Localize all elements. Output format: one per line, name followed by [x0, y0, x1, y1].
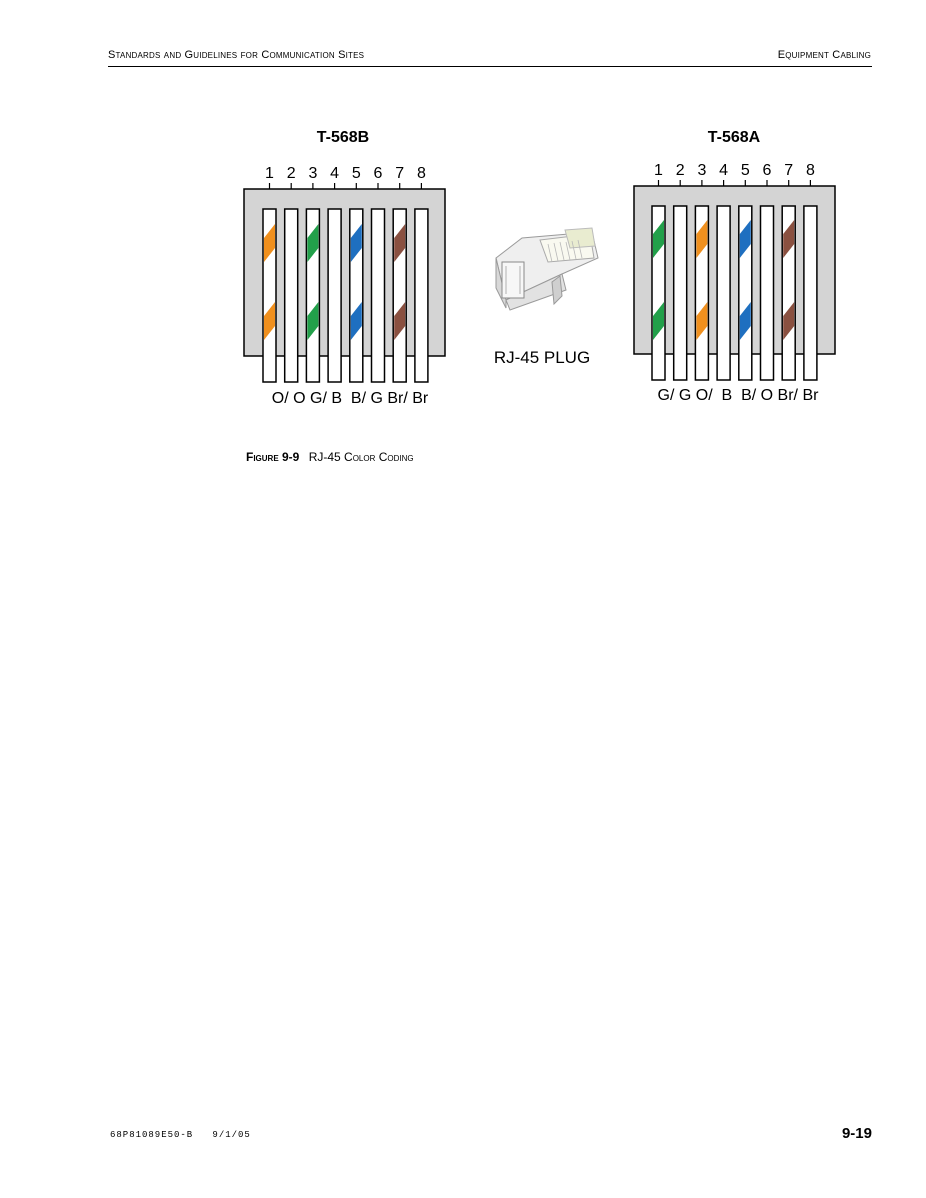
- t568b-wire: [328, 209, 341, 382]
- t568b-wire: [285, 209, 298, 382]
- page-number: 9-19: [841, 1125, 872, 1142]
- t568a-pin-number: 5: [740, 162, 750, 179]
- t568b-pin-number: 5: [351, 165, 361, 182]
- t568b-pin-number: 7: [395, 165, 405, 182]
- document-number: 68P81089E50-B 9/1/05: [110, 1130, 251, 1140]
- t568b-wire: [415, 209, 428, 382]
- t568b-wire: [372, 209, 385, 382]
- rj45-plug-image: [496, 228, 598, 310]
- t568b-pin-number: 1: [265, 165, 274, 182]
- t568b-wire-labels: O/ O G/ B B/ G Br/ Br: [271, 390, 429, 407]
- t568a-pin-number: 6: [762, 162, 772, 179]
- running-header-left-text: Standards and Guidelines for Communication Sites: [108, 49, 365, 61]
- t568a-wire: [717, 206, 730, 380]
- t568a-pin-number: 4: [719, 162, 729, 179]
- t568a-pin-number: 8: [805, 162, 815, 179]
- t568b-pin-number: 2: [286, 165, 296, 182]
- t568a-connector: [634, 129, 835, 404]
- t568a-title: T-568A: [707, 129, 761, 146]
- t568a-pin-number: 2: [675, 162, 685, 179]
- t568b-pin-number: 3: [308, 165, 318, 182]
- figure-number: Figure 9-9: [246, 450, 300, 464]
- t568a-pin-number: 7: [784, 162, 794, 179]
- t568a-wire: [804, 206, 817, 380]
- t568a-pin-number: 1: [654, 162, 663, 179]
- rj45-diagram: [0, 0, 926, 470]
- t568b-title: T-568B: [316, 129, 370, 146]
- t568b-pin-number: 4: [330, 165, 340, 182]
- figure-caption: [246, 450, 414, 464]
- t568a-wire: [674, 206, 687, 380]
- t568a-pin-numbers: [654, 162, 815, 186]
- t568b-pin-number: 8: [416, 165, 426, 182]
- t568b-pin-number: 6: [373, 165, 383, 182]
- figure-title: RJ-45 Color Coding: [308, 450, 414, 464]
- t568a-wire: [761, 206, 774, 380]
- rj45-plug-label: RJ-45 PLUG: [493, 348, 591, 367]
- t568b-pin-numbers: [265, 165, 426, 189]
- t568a-wire-labels: G/ G O/ B B/ O Br/ Br: [657, 387, 819, 404]
- running-header-right-text: Equipment Cabling: [777, 49, 871, 61]
- t568b-connector: [244, 129, 445, 407]
- t568a-pin-number: 3: [697, 162, 707, 179]
